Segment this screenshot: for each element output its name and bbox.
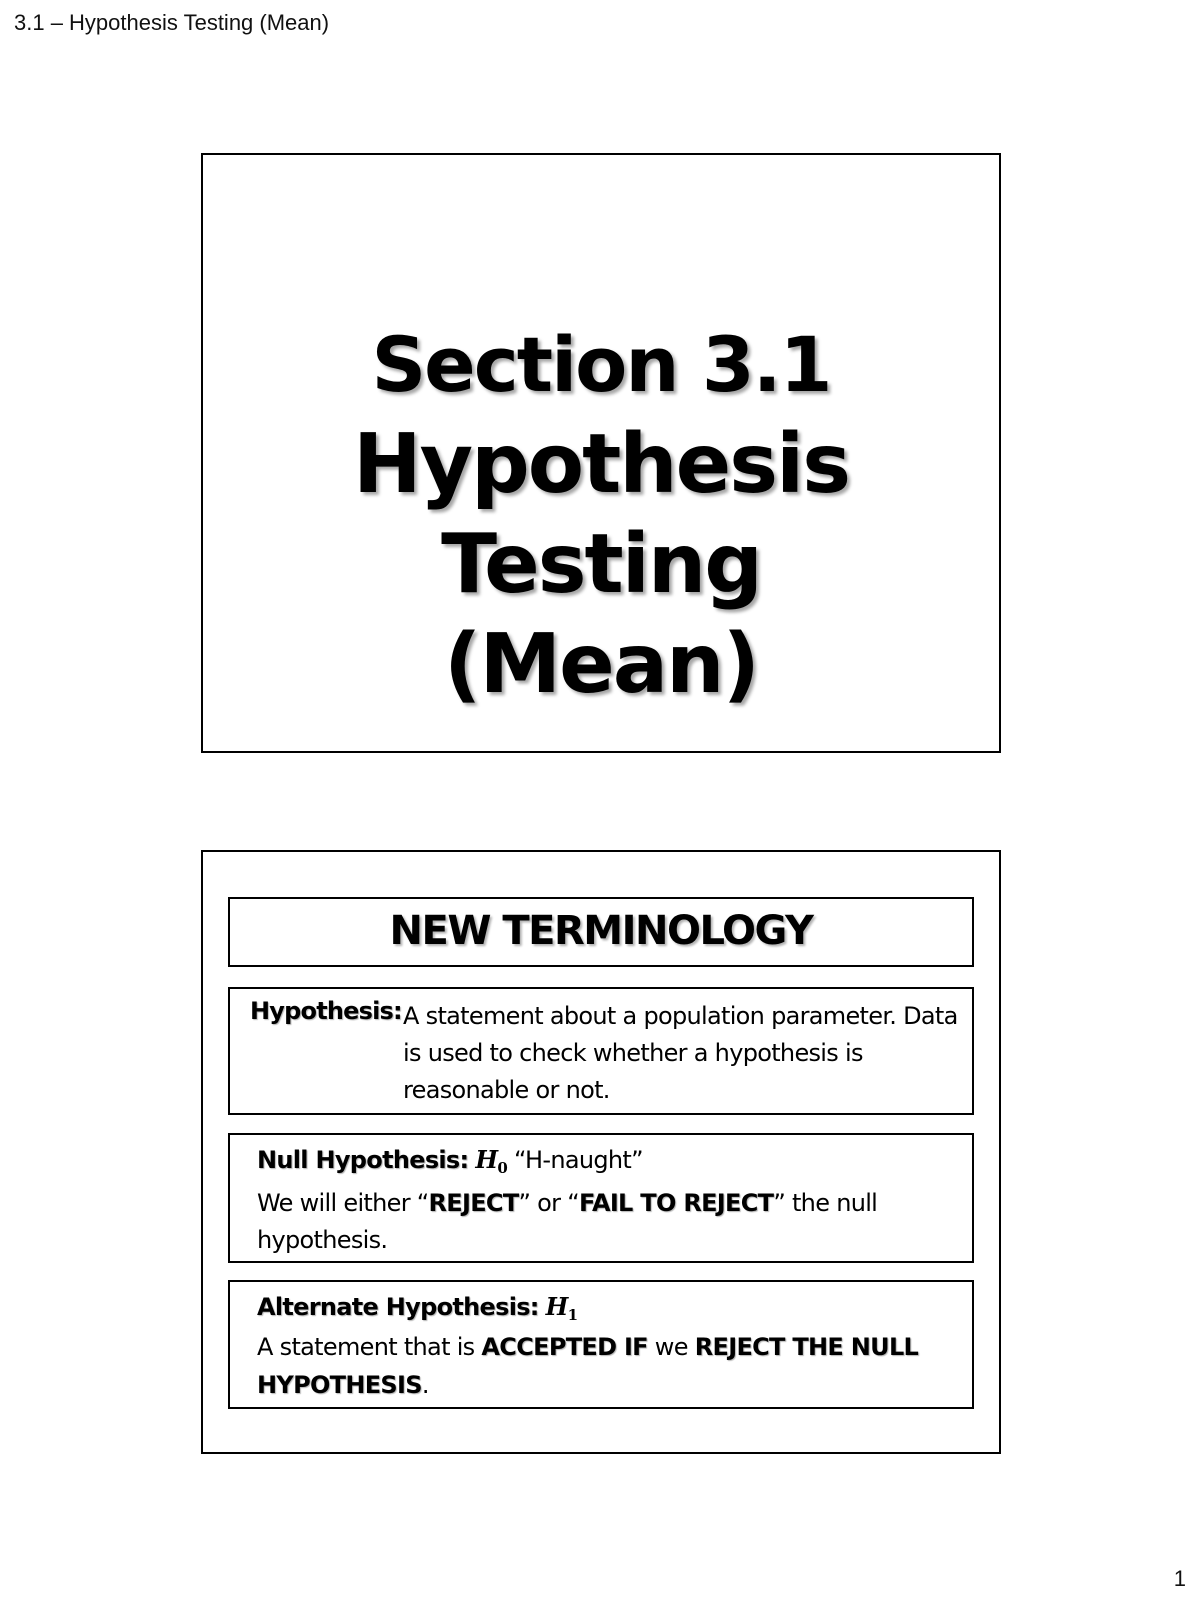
null-hypothesis-box bbox=[228, 1133, 974, 1263]
title-topic: Hypothesis Testing bbox=[352, 417, 850, 612]
alternate-hypothesis-subscript: 1 bbox=[567, 1306, 578, 1324]
hypothesis-box bbox=[228, 987, 974, 1115]
slide-title bbox=[203, 315, 999, 715]
null-hypothesis-subscript: 0 bbox=[497, 1159, 508, 1177]
null-hypothesis-pronunciation: “H-naught” bbox=[514, 1146, 643, 1174]
accepted-if-keyword: ACCEPTED IF bbox=[481, 1333, 648, 1361]
alternate-hypothesis-box bbox=[228, 1280, 974, 1409]
alternate-hypothesis-title bbox=[257, 1292, 577, 1324]
terminology-heading: NEW TERMINOLOGY bbox=[228, 897, 974, 967]
reject-keyword: REJECT bbox=[428, 1189, 519, 1217]
hypothesis-definition: A statement about a population parameter. Data is used to check whether a hypothesis is reasonable or not. bbox=[403, 1002, 958, 1104]
hypothesis-term: Hypothesis: bbox=[250, 997, 402, 1025]
title-subtopic: (Mean) bbox=[444, 617, 758, 712]
reject-the-null-keyword: REJECT THE NULL HYPOTHESIS bbox=[257, 1333, 919, 1399]
page-number: 1 bbox=[1173, 1566, 1186, 1591]
null-hypothesis-symbol: $H_0$ bbox=[475, 1145, 508, 1177]
null-hypothesis-description: We will either “REJECT” or “FAIL TO REJECT” the null hypothesis. bbox=[257, 1189, 878, 1254]
alternate-hypothesis-description: A statement that is ACCEPTED IF we REJECT THE NULL HYPOTHESIS. bbox=[257, 1333, 919, 1399]
alternate-hypothesis-symbol: $H_1$ bbox=[545, 1292, 578, 1324]
title-slide bbox=[201, 153, 1001, 753]
null-hypothesis-title bbox=[257, 1145, 643, 1177]
fail-to-reject-keyword: FAIL TO REJECT bbox=[579, 1189, 774, 1217]
null-hypothesis-term: Null Hypothesis: bbox=[257, 1146, 469, 1174]
terminology-slide bbox=[201, 850, 1001, 1454]
title-section: Section 3.1 bbox=[371, 320, 831, 409]
page-header-title: 3.1 – Hypothesis Testing (Mean) bbox=[14, 10, 330, 35]
alternate-hypothesis-term: Alternate Hypothesis: bbox=[257, 1293, 539, 1321]
